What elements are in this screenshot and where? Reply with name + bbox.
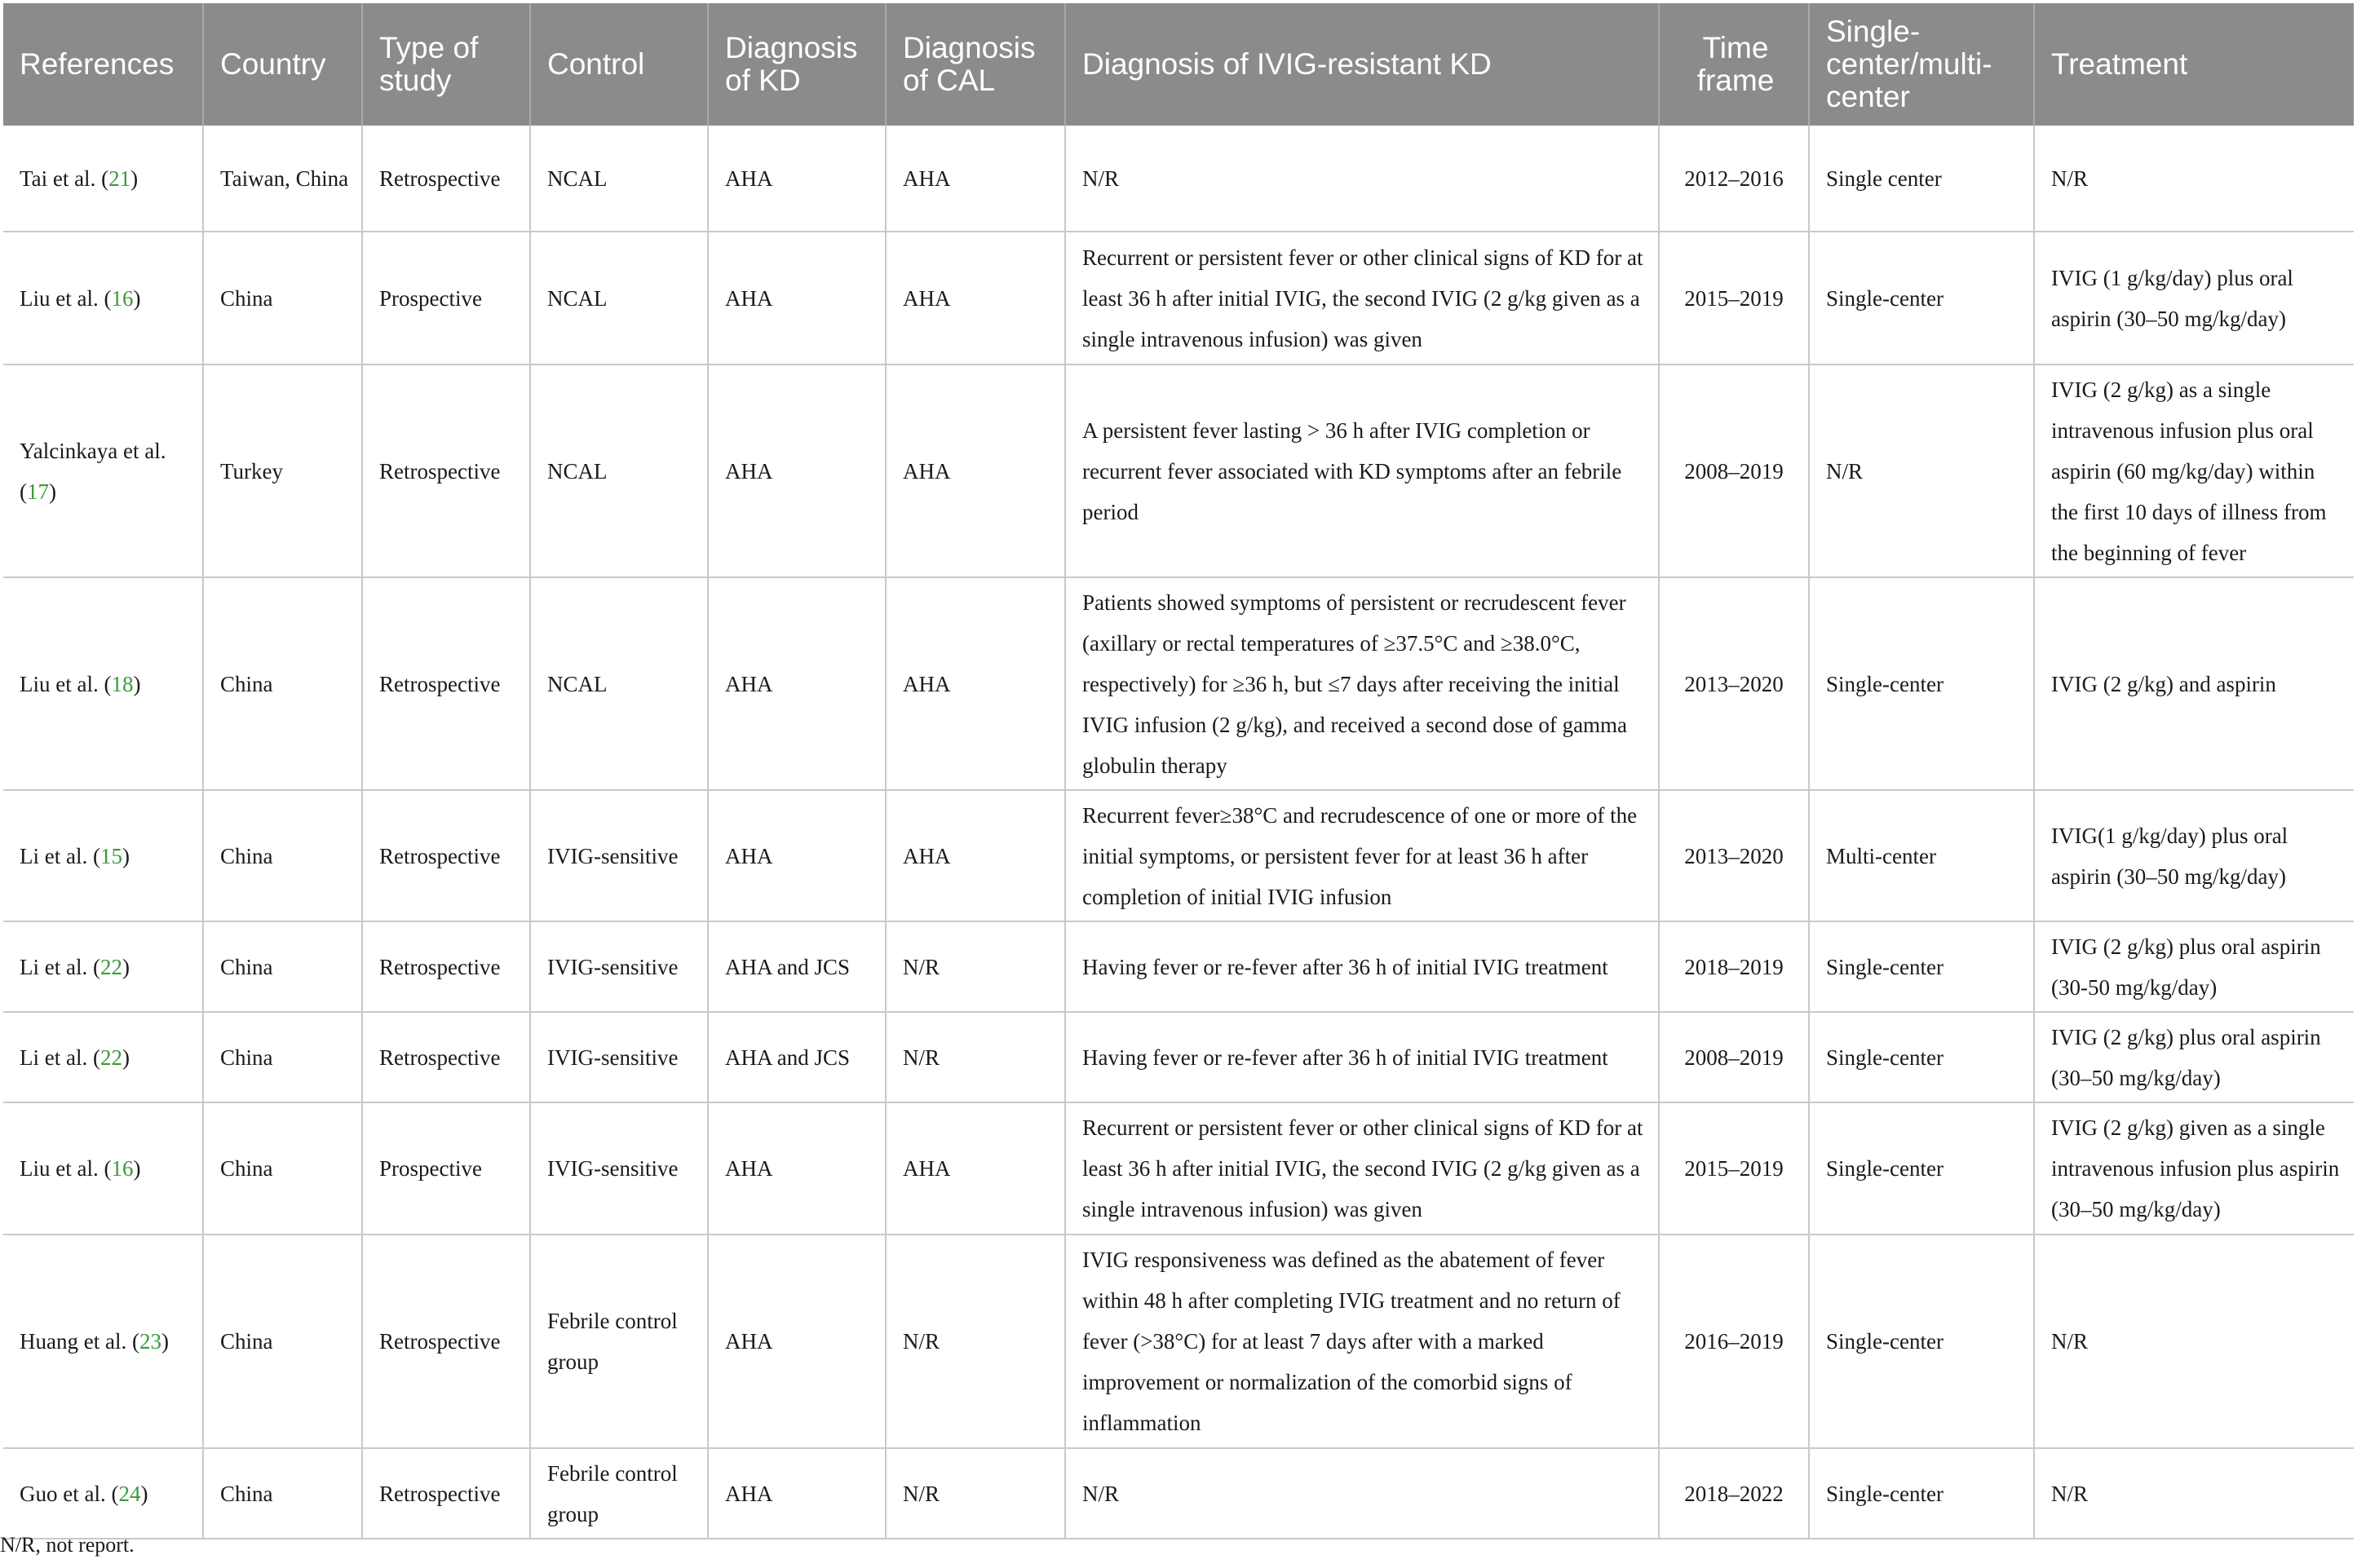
- table-row: [3, 126, 2354, 232]
- cell-reference: [3, 364, 203, 577]
- cell-cal: AHA: [886, 1102, 1065, 1235]
- cell-country: Taiwan, China: [203, 126, 362, 232]
- cell-type: Retrospective: [362, 1235, 530, 1448]
- cell-ivig: Having fever or re-fever after 36 h of initial IVIG treatment: [1065, 1012, 1659, 1102]
- table-row: [3, 790, 2354, 921]
- cell-control: IVIG-sensitive: [530, 790, 708, 921]
- header-country: Country: [203, 3, 362, 126]
- cell-center: Single-center: [1809, 921, 2034, 1012]
- ref-link[interactable]: 21: [108, 166, 131, 191]
- cell-treatment: IVIG (2 g/kg) and aspirin: [2034, 577, 2354, 790]
- cell-ivig: Patients showed symptoms of persistent or recrudescent fever (axillary or rectal temperatures of ≥37.5°C and ≥38.0°C, respectively) for ≥36 h, but ≤7 days after receiving the initial IVIG infusion (2 g/kg), and received a second dose of gamma globulin therapy: [1065, 577, 1659, 790]
- cell-type: Prospective: [362, 232, 530, 364]
- cell-time: 2016–2019: [1659, 1235, 1809, 1448]
- cell-reference: [3, 1102, 203, 1235]
- cell-center: Single-center: [1809, 577, 2034, 790]
- cell-type: Retrospective: [362, 1012, 530, 1102]
- cell-ivig: IVIG responsiveness was defined as the abatement of fever within 48 h after completing IVIG treatment and no return of fever (>38°C) for at least 7 days after with a marked improvement or normalization of the comorbid signs of inflammation: [1065, 1235, 1659, 1448]
- ref-close: ): [133, 671, 141, 696]
- cell-cal: N/R: [886, 1235, 1065, 1448]
- cell-time: 2008–2019: [1659, 1012, 1809, 1102]
- cell-kd: AHA and JCS: [708, 921, 886, 1012]
- cell-control: NCAL: [530, 232, 708, 364]
- cell-kd: AHA and JCS: [708, 1012, 886, 1102]
- cell-country: China: [203, 1012, 362, 1102]
- cell-ivig: Having fever or re-fever after 36 h of initial IVIG treatment: [1065, 921, 1659, 1012]
- cell-reference: [3, 1448, 203, 1539]
- cell-ivig: Recurrent fever≥38°C and recrudescence of one or more of the initial symptoms, or persistent fever for at least 36 h after completion of initial IVIG infusion: [1065, 790, 1659, 921]
- cell-type: Prospective: [362, 1102, 530, 1235]
- header-treatment: Treatment: [2034, 3, 2354, 126]
- cell-treatment: IVIG (2 g/kg) plus oral aspirin (30–50 mg/kg/day): [2034, 1012, 2354, 1102]
- header-diagnosis-cal: Diagnosis of CAL: [886, 3, 1065, 126]
- cell-cal: AHA: [886, 126, 1065, 232]
- ref-text: Liu et al. (: [20, 1156, 112, 1181]
- ref-close: ): [161, 1329, 169, 1354]
- ref-link[interactable]: 17: [27, 479, 49, 504]
- table-row: [3, 921, 2354, 1012]
- cell-time: 2018–2022: [1659, 1448, 1809, 1539]
- cell-control: IVIG-sensitive: [530, 1012, 708, 1102]
- cell-kd: AHA: [708, 232, 886, 364]
- cell-center: Single-center: [1809, 232, 2034, 364]
- cell-center: Single-center: [1809, 1102, 2034, 1235]
- cell-time: 2008–2019: [1659, 364, 1809, 577]
- cell-center: Single center: [1809, 126, 2034, 232]
- cell-control: NCAL: [530, 577, 708, 790]
- table-row: [3, 577, 2354, 790]
- cell-center: Single-center: [1809, 1448, 2034, 1539]
- cell-center: Single-center: [1809, 1012, 2034, 1102]
- cell-country: China: [203, 1235, 362, 1448]
- ref-text: Liu et al. (: [20, 285, 112, 311]
- cell-type: Retrospective: [362, 921, 530, 1012]
- ref-link[interactable]: 15: [99, 843, 122, 868]
- ref-text: Guo et al. (: [20, 1481, 119, 1506]
- cell-center: Single-center: [1809, 1235, 2034, 1448]
- cell-cal: AHA: [886, 232, 1065, 364]
- ref-close: ): [49, 479, 56, 504]
- cell-time: 2013–2020: [1659, 790, 1809, 921]
- table-row: [3, 1102, 2354, 1235]
- cell-cal: N/R: [886, 921, 1065, 1012]
- cell-cal: AHA: [886, 790, 1065, 921]
- cell-control: NCAL: [530, 364, 708, 577]
- cell-country: China: [203, 232, 362, 364]
- table-row: [3, 1235, 2354, 1448]
- table-row: [3, 232, 2354, 364]
- cell-treatment: IVIG(1 g/kg/day) plus oral aspirin (30–50 mg/kg/day): [2034, 790, 2354, 921]
- ref-text: Li et al. (: [20, 954, 100, 979]
- cell-reference: [3, 126, 203, 232]
- cell-kd: AHA: [708, 364, 886, 577]
- table-row: [3, 364, 2354, 577]
- table-footnote: N/R, not report.: [0, 1533, 135, 1557]
- table-row: [3, 1448, 2354, 1539]
- cell-ivig: N/R: [1065, 1448, 1659, 1539]
- cell-country: China: [203, 790, 362, 921]
- cell-control: Febrile control group: [530, 1235, 708, 1448]
- studies-table: [3, 3, 2354, 1539]
- cell-control: Febrile control group: [530, 1448, 708, 1539]
- cell-treatment: IVIG (2 g/kg) as a single intravenous infusion plus oral aspirin (60 mg/kg/day) within the first 10 days of illness from the beginning of fever: [2034, 364, 2354, 577]
- cell-country: China: [203, 577, 362, 790]
- cell-treatment: IVIG (2 g/kg) given as a single intravenous infusion plus aspirin (30–50 mg/kg/day): [2034, 1102, 2354, 1235]
- ref-link[interactable]: 24: [118, 1481, 141, 1506]
- cell-reference: [3, 790, 203, 921]
- cell-reference: [3, 577, 203, 790]
- ref-link[interactable]: 18: [111, 671, 134, 696]
- cell-control: IVIG-sensitive: [530, 921, 708, 1012]
- cell-type: Retrospective: [362, 790, 530, 921]
- cell-kd: AHA: [708, 1102, 886, 1235]
- cell-country: China: [203, 921, 362, 1012]
- header-type-of-study: Type of study: [362, 3, 530, 126]
- cell-time: 2015–2019: [1659, 1102, 1809, 1235]
- cell-kd: AHA: [708, 1448, 886, 1539]
- cell-time: 2015–2019: [1659, 232, 1809, 364]
- cell-country: Turkey: [203, 364, 362, 577]
- header-diagnosis-ivig: Diagnosis of IVIG-resistant KD: [1065, 3, 1659, 126]
- table-row: [3, 1012, 2354, 1102]
- header-center: Single-center/multi-center: [1809, 3, 2034, 126]
- header-diagnosis-kd: Diagnosis of KD: [708, 3, 886, 126]
- cell-kd: AHA: [708, 1235, 886, 1448]
- ref-close: ): [122, 954, 130, 979]
- cell-ivig: A persistent fever lasting > 36 h after IVIG completion or recurrent fever associated with KD symptoms after an febrile period: [1065, 364, 1659, 577]
- cell-ivig: Recurrent or persistent fever or other clinical signs of KD for at least 36 h after initial IVIG, the second IVIG (2 g/kg given as a single intravenous infusion) was given: [1065, 1102, 1659, 1235]
- cell-treatment: IVIG (1 g/kg/day) plus oral aspirin (30–50 mg/kg/day): [2034, 232, 2354, 364]
- ref-text: Yalcinkaya et al. (: [20, 438, 166, 504]
- cell-ivig: N/R: [1065, 126, 1659, 232]
- ref-link[interactable]: 23: [139, 1329, 161, 1354]
- cell-cal: AHA: [886, 364, 1065, 577]
- ref-close: ): [122, 1045, 130, 1070]
- cell-type: Retrospective: [362, 126, 530, 232]
- ref-link[interactable]: 16: [111, 1156, 134, 1181]
- header-control: Control: [530, 3, 708, 126]
- cell-cal: N/R: [886, 1448, 1065, 1539]
- cell-kd: AHA: [708, 577, 886, 790]
- cell-cal: AHA: [886, 577, 1065, 790]
- cell-cal: N/R: [886, 1012, 1065, 1102]
- cell-type: Retrospective: [362, 577, 530, 790]
- cell-control: NCAL: [530, 126, 708, 232]
- cell-control: IVIG-sensitive: [530, 1102, 708, 1235]
- ref-close: ): [130, 166, 139, 191]
- ref-link[interactable]: 22: [99, 1045, 122, 1070]
- cell-country: China: [203, 1448, 362, 1539]
- cell-reference: [3, 1235, 203, 1448]
- ref-text: Li et al. (: [20, 843, 100, 868]
- cell-reference: [3, 1012, 203, 1102]
- cell-reference: [3, 921, 203, 1012]
- ref-link[interactable]: 16: [111, 285, 134, 311]
- cell-ivig: Recurrent or persistent fever or other clinical signs of KD for at least 36 h after initial IVIG, the second IVIG (2 g/kg given as a single intravenous infusion) was given: [1065, 232, 1659, 364]
- cell-kd: AHA: [708, 126, 886, 232]
- cell-time: 2018–2019: [1659, 921, 1809, 1012]
- ref-link[interactable]: 22: [99, 954, 122, 979]
- cell-kd: AHA: [708, 790, 886, 921]
- cell-treatment: N/R: [2034, 1235, 2354, 1448]
- cell-time: 2012–2016: [1659, 126, 1809, 232]
- header-row: [3, 3, 2354, 126]
- cell-type: Retrospective: [362, 1448, 530, 1539]
- header-references: References: [3, 3, 203, 126]
- ref-text: Tai et al. (: [20, 166, 109, 191]
- cell-treatment: N/R: [2034, 1448, 2354, 1539]
- cell-center: Multi-center: [1809, 790, 2034, 921]
- cell-time: 2013–2020: [1659, 577, 1809, 790]
- ref-close: ): [133, 1156, 141, 1181]
- cell-treatment: IVIG (2 g/kg) plus oral aspirin (30-50 mg/kg/day): [2034, 921, 2354, 1012]
- ref-text: Huang et al. (: [20, 1329, 139, 1354]
- ref-close: ): [133, 285, 141, 311]
- cell-reference: [3, 232, 203, 364]
- cell-treatment: N/R: [2034, 126, 2354, 232]
- cell-country: China: [203, 1102, 362, 1235]
- ref-close: ): [122, 843, 130, 868]
- ref-text: Li et al. (: [20, 1045, 100, 1070]
- cell-type: Retrospective: [362, 364, 530, 577]
- cell-center: N/R: [1809, 364, 2034, 577]
- ref-close: ): [140, 1481, 148, 1506]
- ref-text: Liu et al. (: [20, 671, 112, 696]
- header-time-frame: Time frame: [1659, 3, 1809, 126]
